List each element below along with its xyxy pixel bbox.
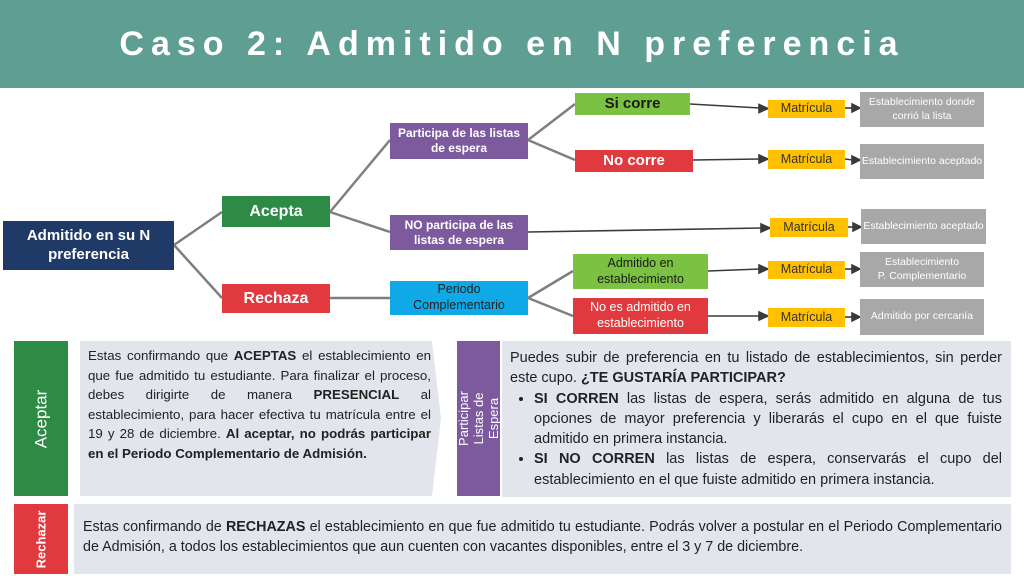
arrowhead-m1 [852, 104, 860, 112]
rechazar-panel [74, 504, 1011, 574]
arrowhead-noadmitido [759, 312, 768, 320]
connector-part-sicorre [528, 104, 575, 140]
result-5: Admitido por cercanía [860, 299, 984, 335]
node-no-participa: NO participa de las listas de espera [390, 215, 528, 250]
node-root: Admitido en su N preferencia [3, 221, 174, 270]
matricula-3: Matrícula [770, 218, 848, 237]
matricula-4: Matrícula [768, 261, 845, 279]
rechazar-text: Estas confirmando de RECHAZAS el establecimiento en que fue admitido tu estudiante. Podrás volver a postular en el Periodo Complementario de Admisión, a todos los establecimientos que aun cuenten con vacantes disponibles, entre el 3 y 7 de diciembre. [83, 519, 1003, 556]
node-rechaza: Rechaza [222, 284, 330, 313]
result-1: Establecimiento donde corrió la lista [860, 92, 984, 127]
arrowhead-notpart [761, 224, 770, 232]
arrowhead-m5 [852, 313, 860, 321]
arrow-notpart [528, 228, 762, 232]
aceptar-text: Estas confirmando que ACEPTAS el establecimiento en que fue admitido tu estudiante. Para finalizar el proceso, debes dirigirte de manera PRESENCIAL al establecimiento, para hacer efectiva tu matrícula entre el 19 y 28 de diciembre. Al aceptar, no podrás participar en el Periodo Complementario de Admisión. [88, 348, 431, 461]
arrowhead-sicorre [759, 105, 768, 113]
listas-panel [502, 341, 1011, 497]
node-si-corre: Si corre [575, 93, 690, 115]
node-periodo: Periodo Complementario [390, 281, 528, 315]
arrow-sicorre [690, 104, 760, 108]
matricula-5: Matrícula [768, 308, 845, 327]
listas-intro: Puedes subir de preferencia en tu listado de establecimientos, sin perder este cupo. ¿TE GUSTARÍA PARTICIPAR? [510, 350, 1002, 387]
listas-label-text: Participar Listas de Espera [456, 391, 502, 446]
result-3: Establecimiento aceptado [861, 209, 986, 244]
arrowhead-m3 [853, 223, 861, 231]
arrowhead-m2 [852, 156, 860, 164]
connector-periodo-admitido [528, 271, 573, 298]
listas-bullet-no: • SI NO CORREN las listas de espera, conservarás el cupo del establecimiento en el que fuiste admitido en primera instancia. [534, 449, 1002, 490]
aceptar-label-text: Aceptar [31, 389, 50, 448]
result-4-line2: P. Complementario [877, 269, 967, 282]
result-4 [860, 252, 984, 287]
connector-accept-not-participates [330, 212, 390, 232]
arrow-admitido [708, 269, 760, 271]
matricula-1: Matrícula [768, 100, 845, 118]
connector-root-reject [174, 245, 222, 298]
connector-accept-participates [330, 140, 390, 212]
connector-periodo-noadmitido [528, 298, 573, 316]
node-admitido-establecimiento: Admitido en establecimiento [573, 254, 708, 289]
node-no-admitido-establecimiento: No es admitido en establecimiento [573, 298, 708, 334]
page-title: Caso 2: Admitido en N preferencia [119, 25, 905, 63]
listas-bullet-si: • SI CORREN las listas de espera, serás admitido en alguna de tus opciones de mayor preferencia y liberarás el cupo en el que fuiste admitido en primera instancia. [534, 389, 1002, 450]
aceptar-label [14, 341, 68, 496]
arrow-nocorre [693, 159, 760, 160]
arrowhead-m4 [852, 265, 860, 273]
node-acepta: Acepta [222, 196, 330, 227]
arrowhead-nocorre [759, 155, 768, 163]
result-2: Establecimiento aceptado [860, 144, 984, 179]
listas-bullets [510, 389, 1002, 490]
connector-part-nocorre [528, 140, 575, 160]
rechazar-label-text: Rechazar [33, 510, 49, 568]
result-4-line1: Establecimiento [884, 256, 960, 269]
node-participa: Participa de las listas de espera [390, 123, 528, 159]
arrowhead-admitido [759, 265, 768, 273]
listas-label [457, 341, 500, 496]
rechazar-label [14, 504, 68, 574]
node-no-corre: No corre [575, 150, 693, 172]
matricula-2: Matrícula [768, 150, 845, 169]
connector-root-accept [174, 212, 222, 245]
